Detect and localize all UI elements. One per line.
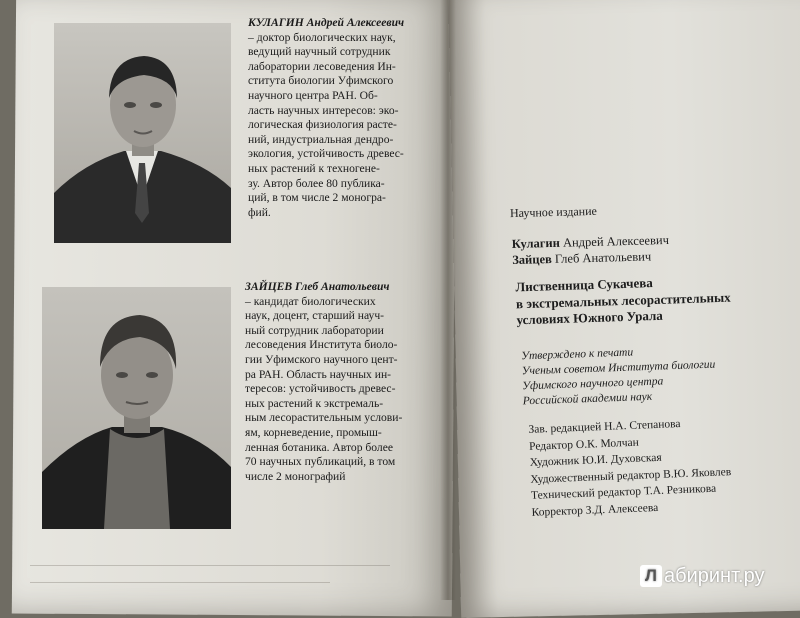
bio-line: числе 2 монографий — [245, 469, 346, 483]
bleed-through-line — [30, 565, 390, 566]
bio-line: лаборатории лесоведения Ин- — [248, 59, 396, 73]
bio-line: логическая физиология расте- — [248, 118, 397, 132]
bio-line: ных растений к экстремаль- — [245, 396, 384, 410]
site-watermark — [640, 562, 765, 590]
author-bio-zaitsev — [245, 280, 437, 484]
author-photo-kulagin — [54, 23, 231, 243]
bio-line: ным лесорастительным услови- — [245, 411, 403, 425]
bio-line: ведущий научный сотрудник — [248, 45, 391, 59]
bio-line: ласть научных интересов: эко- — [248, 103, 399, 117]
bio-line: – кандидат биологических — [245, 294, 376, 308]
bio-line: экология, устойчивость древес- — [248, 147, 404, 161]
watermark-logo-icon: Л — [640, 565, 662, 587]
watermark-text: абиринт.ру — [664, 564, 765, 587]
book-title: Лиственница Сукачева в экстремальных лесорастительных условиях Южного Урала — [515, 275, 731, 328]
bio-line: ний, индустриальная дендро- — [248, 132, 394, 146]
author-photo-zaitsev — [42, 287, 231, 529]
bleed-through-line — [30, 582, 330, 583]
author-bio-text — [245, 295, 437, 485]
bio-line: научного центра РАН. Об- — [248, 88, 378, 102]
author-line: Зайцев Глеб Анатольевич — [512, 249, 652, 268]
bio-line: фий. — [248, 205, 271, 219]
author-name-zaitsev: ЗАЙЦЕВ Глеб Анатольевич — [245, 280, 390, 293]
author-line: Кулагин Андрей Алексеевич — [511, 232, 670, 252]
bio-line: ститута биологии Уфимского — [248, 74, 394, 88]
author-name-kulagin: КУЛАГИН Андрей Алексеевич — [248, 16, 405, 29]
publication-genre: Научное издание — [509, 203, 598, 221]
book-gutter — [440, 0, 456, 600]
bio-line: ленная ботаника. Автор более — [245, 440, 394, 454]
bio-line: тересов: устойчивость древес- — [245, 382, 396, 396]
book-authors — [512, 232, 670, 268]
bio-line: наук, доцент, старший науч- — [245, 309, 385, 323]
bio-line: гии Уфимского научного цент- — [245, 352, 398, 366]
bio-line: – доктор биологических наук, — [248, 30, 396, 44]
editorial-credits: Зав. редакцией Н.А. Степанова Редактор О.К. Молчан Художник Ю.И. Духовская Художественный редактор В.Ю. Яковлев Технический редактор Т.А. Резникова Корректор З.Д. Алексеева — [528, 418, 732, 519]
print-approval: Утверждено к печати Ученым советом Института биологии Уфимского научного центра Российской академии наук — [521, 346, 716, 408]
bio-line: зу. Автор более 80 публика- — [248, 176, 385, 190]
author-bio-text — [248, 31, 440, 221]
bio-line: ций, в том числе 2 моногра- — [248, 191, 386, 205]
bio-line: лесоведения Института биоло- — [245, 338, 398, 352]
bio-line: 70 научных публикаций, в том — [245, 455, 396, 469]
bio-line: ра РАН. Область научных ин- — [245, 367, 392, 381]
author-bio-kulagin — [248, 16, 440, 220]
bio-line: ных растений к техногене- — [248, 161, 380, 175]
bio-line: ям, корневедение, промыш- — [245, 425, 382, 439]
bio-line: ный сотрудник лаборатории — [245, 323, 384, 337]
